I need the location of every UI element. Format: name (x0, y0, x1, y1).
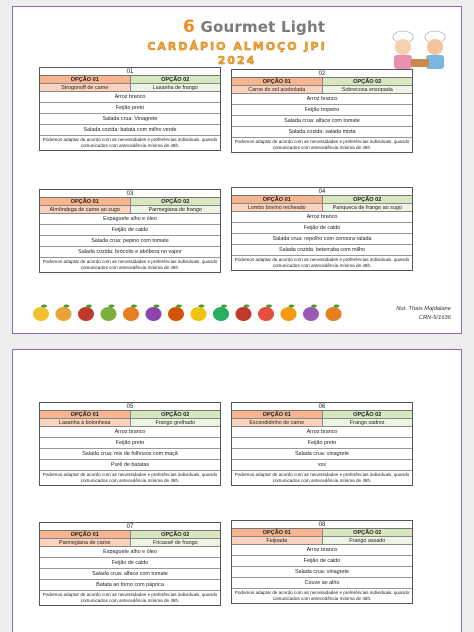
chef-kids-illustration-icon (385, 29, 455, 73)
nutritionist-name: Nut. Thais Majdalane (396, 306, 451, 312)
leaf-icon (289, 305, 295, 308)
leaf-icon (266, 305, 272, 308)
side-dish: Salada cozida: brócolis e abóbora no vapor (40, 247, 220, 258)
options-header (40, 76, 220, 84)
option-01-label: OPÇÃO 01 (232, 196, 322, 203)
option-02-label: OPÇÃO 02 (130, 411, 221, 418)
fruit-icon (303, 307, 319, 321)
option-01-label: OPÇÃO 01 (40, 76, 130, 83)
brand-logo (183, 17, 325, 37)
side-dish: Purê de batatas (40, 460, 220, 471)
options-dishes (40, 419, 220, 427)
fruit-icon (146, 307, 162, 321)
leaf-icon (86, 305, 92, 308)
option-02-label: OPÇÃO 02 (322, 196, 413, 203)
fruit-icon (281, 307, 297, 321)
fruit-icon (78, 307, 94, 321)
option-01-dish: Almôndega de carne ao sugo (40, 206, 130, 213)
menu-page-2 (12, 349, 462, 632)
menu-number: 02 (232, 70, 412, 78)
fruit-icon (213, 307, 229, 321)
menu-number: 04 (232, 188, 412, 196)
option-02-dish: Panqueca de frango ao sugo (322, 204, 413, 211)
option-01-dish: Lombo bovino recheado (232, 204, 322, 211)
adaptation-note: Podemos adaptar de acordo com as necessidades e preferências individuais, quando comunicados com antecedência mínima de 48h. (42, 259, 218, 270)
side-dish: Arroz branco (232, 545, 412, 556)
side-dish: Arroz branco (232, 212, 412, 223)
menu-card-07 (39, 522, 221, 606)
side-dish: Arroz branco (40, 92, 220, 103)
side-dish: Arroz branco (40, 427, 220, 438)
option-02-dish: Frango xadrez (322, 419, 413, 426)
nutritionist-crn: CRN-5/1636 (418, 315, 451, 321)
side-dish: Salada crua: alface com tomate (232, 116, 412, 127)
adaptation-note: Podemos adaptar de acordo com as necessidades e preferências individuais, quando comunicados com antecedência mínima de 48h. (234, 139, 410, 150)
option-01-dish: Lasanha à bolonhesa (40, 419, 130, 426)
options-dishes (40, 539, 220, 547)
menu-card-02 (231, 69, 413, 153)
option-01-dish: Parmegiana de carne (40, 539, 130, 546)
side-dish: Espaguete alho e óleo (40, 214, 220, 225)
menu-card-03 (39, 189, 221, 273)
side-dish: xxx (232, 460, 412, 471)
options-header (40, 531, 220, 539)
option-02-dish: Sobrecoxa ensopada (322, 86, 413, 93)
side-dish: Salada crua: vinagrete (232, 567, 412, 578)
option-01-label: OPÇÃO 01 (232, 529, 322, 536)
menu-card-05 (39, 402, 221, 486)
brand-name: Gourmet Light (200, 18, 326, 36)
options-dishes (40, 206, 220, 214)
leaf-icon (221, 305, 227, 308)
side-dish: Salada crua: repolho com cenoura ralada (232, 234, 412, 245)
adaptation-note: Podemos adaptar de acordo com as necessidades e preferências individuais, quando comunicados com antecedência mínima de 48h. (234, 257, 410, 268)
leaf-icon (131, 305, 137, 308)
side-dish: Salada cozida: salada mista (232, 127, 412, 138)
option-02-dish: Lasanha de frango (130, 84, 221, 91)
side-dish: Batata ao forno com páprica (40, 580, 220, 591)
options-header (232, 529, 412, 537)
options-dishes (232, 537, 412, 545)
adaptation-note: Podemos adaptar de acordo com as necessidades e preferências individuais, quando comunicados com antecedência mínima de 48h. (42, 472, 218, 483)
fruits-border-icon (31, 303, 351, 323)
option-01-dish: Carne do sol acebolada (232, 86, 322, 93)
fruit-icon (191, 307, 207, 321)
leaf-icon (64, 305, 70, 308)
leaf-icon (244, 305, 250, 308)
options-dishes (232, 86, 412, 94)
adaptation-note: Podemos adaptar de acordo com as necessidades e preferências individuais, quando comunicados com antecedência mínima de 48h. (42, 137, 218, 148)
side-dish: Salada crua: pepino com tomate (40, 236, 220, 247)
side-dish: Feijão preto (40, 103, 220, 114)
options-dishes (40, 84, 220, 92)
fruit-icon (33, 307, 49, 321)
option-02-dish: Fricassê de frango (130, 539, 221, 546)
option-01-label: OPÇÃO 01 (232, 78, 322, 85)
option-01-dish: Escondidinho de carne (232, 419, 322, 426)
side-dish: Feijão de caldo (40, 558, 220, 569)
side-dish: Salada crua: mix de folhosos com maçã (40, 449, 220, 460)
menu-title: CARDÁPIO ALMOÇO JPI (147, 40, 327, 53)
menu-number: 08 (232, 521, 412, 529)
option-02-dish: Parmegiana de frango (130, 206, 221, 213)
adaptation-note: Podemos adaptar de acordo com as necessidades e preferências individuais, quando comunicados com antecedência mínima de 48h. (42, 592, 218, 603)
menu-card-06 (231, 402, 413, 486)
side-dish: Feijão de caldo (232, 556, 412, 567)
side-dish: Feijão preto (232, 438, 412, 449)
option-02-label: OPÇÃO 02 (130, 531, 221, 538)
option-02-label: OPÇÃO 02 (130, 76, 221, 83)
leaf-icon (176, 305, 182, 308)
option-02-dish: Frango assado (322, 537, 413, 544)
side-dish: Espaguete alho e óleo (40, 547, 220, 558)
adaptation-note: Podemos adaptar de acordo com as necessidades e preferências individuais, quando comunicados com antecedência mínima de 48h. (234, 472, 410, 483)
menu-number: 01 (40, 68, 220, 76)
menu-number: 05 (40, 403, 220, 411)
fruit-icon (168, 307, 184, 321)
side-dish: Salada cozida: batata com milho verde (40, 125, 220, 136)
options-header (232, 196, 412, 204)
nutritionist-signature (383, 305, 451, 323)
side-dish: Arroz branco (232, 427, 412, 438)
leaf-icon (109, 305, 115, 308)
side-dish: Feijão de caldo (40, 225, 220, 236)
options-header (40, 411, 220, 419)
side-dish: Feijão preto (40, 438, 220, 449)
menu-year: 2024 (217, 54, 257, 67)
option-02-label: OPÇÃO 02 (322, 529, 413, 536)
option-02-dish: Frango grelhado (130, 419, 221, 426)
side-dish: Salada crua: vinagrete (232, 449, 412, 460)
leaf-icon (154, 305, 160, 308)
option-01-label: OPÇÃO 01 (40, 198, 130, 205)
side-dish: Couve ao alho (232, 578, 412, 589)
option-02-label: OPÇÃO 02 (130, 198, 221, 205)
side-dish: Feijão tropeiro (232, 105, 412, 116)
fruit-icon (258, 307, 274, 321)
menu-card-08 (231, 520, 413, 604)
menu-number: 07 (40, 523, 220, 531)
menu-card-04 (231, 187, 413, 271)
option-01-dish: Strogonoff de carne (40, 84, 130, 91)
menu-number: 06 (232, 403, 412, 411)
option-02-label: OPÇÃO 02 (322, 78, 413, 85)
options-dishes (232, 419, 412, 427)
option-01-label: OPÇÃO 01 (40, 531, 130, 538)
leaf-icon (41, 305, 47, 308)
leaf-icon (334, 305, 340, 308)
fruit-icon (56, 307, 72, 321)
menu-page-1 (12, 6, 462, 334)
option-01-label: OPÇÃO 01 (232, 411, 322, 418)
option-01-label: OPÇÃO 01 (40, 411, 130, 418)
options-header (40, 198, 220, 206)
adaptation-note: Podemos adaptar de acordo com as necessidades e preferências individuais, quando comunicados com antecedência mínima de 48h. (234, 590, 410, 601)
menu-number: 03 (40, 190, 220, 198)
side-dish: Salada crua: Vinagrete (40, 114, 220, 125)
leaf-icon (311, 305, 317, 308)
fruit-icon (326, 307, 342, 321)
options-header (232, 78, 412, 86)
side-dish: Arroz branco (232, 94, 412, 105)
fruit-icon (123, 307, 139, 321)
page-header (13, 11, 461, 71)
menu-card-01 (39, 67, 221, 151)
fruit-icon (101, 307, 117, 321)
side-dish: Feijão de caldo (232, 223, 412, 234)
fruit-icon (236, 307, 252, 321)
side-dish: Salada crua: alface com tomate (40, 569, 220, 580)
leaf-icon (199, 305, 205, 308)
logo-leaf-icon: 6 (183, 17, 196, 37)
option-01-dish: Feijoada (232, 537, 322, 544)
option-02-label: OPÇÃO 02 (322, 411, 413, 418)
options-dishes (232, 204, 412, 212)
side-dish: Salada cozida: beterraba com milho (232, 245, 412, 256)
options-header (232, 411, 412, 419)
